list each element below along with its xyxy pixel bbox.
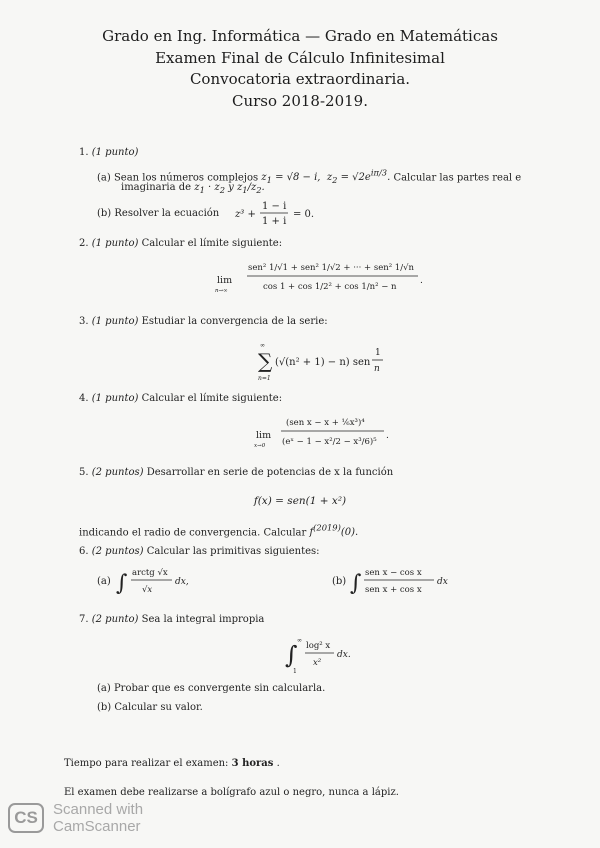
svg-text:sen x − cos x: sen x − cos x: [365, 568, 422, 578]
svg-text:arctg √x: arctg √x: [132, 568, 168, 578]
q1-number: 1.: [79, 147, 89, 158]
svg-text:1 + i: 1 + i: [262, 216, 287, 227]
q5-heading: [79, 466, 393, 480]
q4-points: (1 punto): [91, 393, 139, 404]
svg-text:dx,: dx,: [175, 577, 189, 587]
svg-text:.: .: [420, 276, 423, 286]
q1b-equation: [235, 198, 325, 228]
q5-text2: indicando el radio de convergencia. Calcular: [79, 527, 307, 539]
svg-text:n: n: [374, 364, 380, 374]
q1a-line2: [121, 181, 265, 197]
q6-heading: [79, 545, 320, 559]
q3-series-formula: [258, 338, 398, 386]
q1a-formula: $z_1 = √8 - i$, $z_2 = √2e^{i\pi/3}$.: [261, 168, 391, 186]
q7-points: (2 punto): [91, 614, 139, 625]
q1a-text2: Calcular las partes real e: [393, 172, 522, 184]
q6-text: Calcular las primitivas siguientes:: [146, 546, 320, 557]
q2-heading: [79, 237, 282, 251]
q5-function-formula: f(x) = sen(1 + x²): [253, 495, 347, 507]
svg-text:sen x + cos x: sen x + cos x: [365, 585, 422, 595]
q7-number: 7.: [79, 614, 89, 625]
q7-improper-integral: [285, 633, 375, 677]
q7a-line: [97, 682, 325, 696]
exam-header: [0, 26, 600, 112]
q1a-text3: imaginaria de: [121, 182, 192, 193]
header-call: Convocatoria extraordinaria.: [189, 70, 411, 88]
q2-limit-formula: [215, 258, 425, 298]
q3-number: 3.: [79, 316, 89, 327]
svg-text:x→0: x→0: [254, 443, 266, 449]
exam-time-label: Tiempo para realizar el examen:: [64, 758, 229, 769]
svg-text:∫: ∫: [285, 641, 298, 669]
svg-text:(eˣ − 1 − x²/2 − x³/6)⁵: (eˣ − 1 − x²/2 − x³/6)⁵: [282, 437, 377, 447]
q3-text: Estudiar la convergencia de la serie:: [141, 316, 328, 327]
q3-heading: [79, 315, 328, 329]
svg-text:lim: lim: [256, 430, 272, 441]
svg-text:z³ +: z³ +: [235, 209, 256, 220]
q6a-integral: [116, 562, 226, 602]
q7a-label: (a): [97, 683, 111, 694]
q3-points: (1 punto): [91, 316, 139, 327]
q6a-label: (a): [97, 576, 111, 587]
exam-time-end: .: [276, 758, 280, 769]
q7b-text: Calcular su valor.: [114, 702, 203, 713]
q6-points: (2 puntos): [91, 546, 144, 557]
q5-line2: [79, 521, 358, 540]
q5-text: Desarrollar en serie de potencias de x la función: [146, 467, 394, 478]
q1b-label: (b): [97, 208, 112, 219]
svg-text:∞: ∞: [297, 637, 302, 644]
q1a-text: Sean los números complejos: [113, 172, 259, 184]
svg-text:∫: ∫: [350, 571, 362, 596]
q1a-label: (a): [97, 172, 111, 184]
q4-text: Calcular el límite siguiente:: [141, 393, 283, 404]
svg-text:(√(n² + 1) − n) sen: (√(n² + 1) − n) sen: [275, 357, 371, 368]
svg-text:1: 1: [293, 668, 297, 675]
camscanner-line2: CamScanner: [53, 818, 141, 835]
exam-time-line: [64, 757, 280, 771]
q7-text: Sea la integral impropia: [141, 614, 265, 625]
camscanner-line1: Scanned with: [53, 801, 144, 818]
svg-text:lim: lim: [217, 275, 233, 286]
q2-number: 2.: [79, 238, 89, 249]
exam-time-value: 3 horas: [231, 758, 274, 769]
svg-text:x²: x²: [313, 658, 322, 668]
svg-text:dx.: dx.: [337, 650, 351, 660]
q1b-line: [97, 207, 219, 221]
q5-points: (2 puntos): [91, 467, 144, 478]
header-exam-title: Examen Final de Cálculo Infinitesimal: [155, 48, 445, 67]
header-year: Curso 2018-2019.: [232, 91, 368, 110]
svg-text:∑: ∑: [258, 349, 273, 373]
q7b-label: (b): [97, 702, 112, 713]
svg-text:√x: √x: [142, 585, 153, 595]
q5-derivative: $f^{(2019)}(0)$.: [309, 523, 359, 539]
svg-text:sen² 1/√1 + sen² 1/√2 + ··· +: sen² 1/√1 + sen² 1/√2 + ··· + sen² 1/√n: [248, 263, 414, 273]
q7b-line: [97, 701, 203, 715]
svg-text:n=1: n=1: [258, 375, 271, 382]
q4-limit-formula: [254, 413, 404, 455]
camscanner-watermark: [53, 801, 143, 835]
svg-text:log² x: log² x: [306, 641, 331, 651]
exam-pen-note: El examen debe realizarse a bolígrafo azul o negro, nunca a lápiz.: [64, 787, 399, 798]
camscanner-logo: CS: [8, 803, 44, 833]
svg-text:n→∞: n→∞: [215, 288, 228, 294]
svg-text:1: 1: [375, 348, 381, 358]
svg-text:(sen x − x + ⅙x³)⁴: (sen x − x + ⅙x³)⁴: [286, 418, 365, 428]
svg-text:= 0.: = 0.: [293, 209, 315, 220]
header-degree: Grado en Ing. Informática — Grado en Matemáticas: [102, 27, 498, 45]
q4-heading: [79, 392, 282, 406]
svg-text:.: .: [386, 431, 389, 441]
q1a-formula2: $z_1 \cdot z_2$ y $z_1/z_2$.: [194, 182, 265, 195]
svg-text:1 − i: 1 − i: [262, 201, 287, 212]
svg-text:cos 1 + cos 1/2² + cos 1/n² −: cos 1 + cos 1/2² + cos 1/n² − n: [263, 282, 397, 292]
q5-number: 5.: [79, 467, 89, 478]
svg-text:∫: ∫: [116, 571, 128, 596]
svg-text:∞: ∞: [260, 342, 265, 349]
q1-heading: [79, 146, 138, 160]
q7a-text: Probar que es convergente sin calcularla.: [113, 683, 326, 694]
q2-points: (1 punto): [91, 238, 139, 249]
q6-number: 6.: [79, 546, 89, 557]
svg-text:dx: dx: [437, 577, 448, 587]
q6b-integral: [350, 562, 460, 602]
q2-text: Calcular el límite siguiente:: [141, 238, 283, 249]
q7-heading: [79, 613, 264, 627]
q1-points: (1 punto): [91, 147, 139, 158]
q4-number: 4.: [79, 393, 89, 404]
q1b-text: Resolver la ecuación: [114, 208, 220, 219]
q6b-label: (b): [332, 576, 347, 587]
